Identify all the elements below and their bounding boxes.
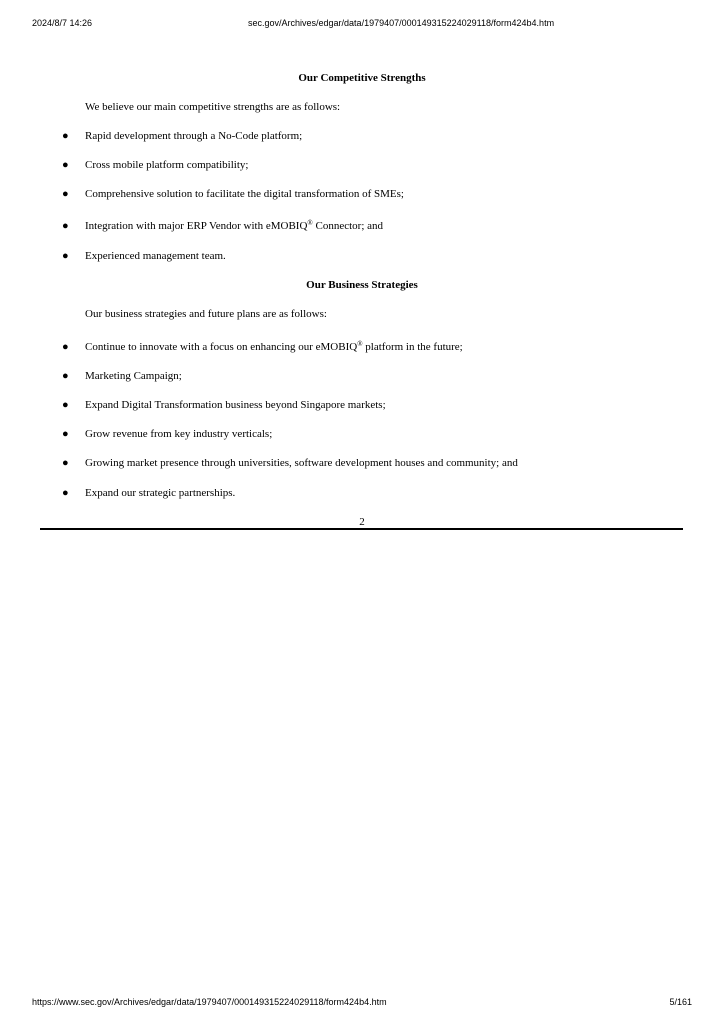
print-footer: [0, 996, 724, 1010]
text-segment: Connector; and: [312, 220, 384, 232]
business-strategies-intro: Our business strategies and future plans are as follows:: [85, 308, 327, 320]
list-item: [0, 427, 724, 441]
list-item: [0, 340, 724, 354]
page-number: 2: [359, 516, 365, 528]
bullet-icon: ●: [62, 188, 69, 200]
list-item: [0, 219, 724, 233]
list-item-text: [85, 340, 463, 354]
competitive-strengths-heading: Our Competitive Strengths: [298, 72, 426, 84]
list-item-text: [85, 219, 383, 233]
list-item-text: Growing market presence through universities, software development houses and community; and: [85, 457, 518, 469]
bullet-icon: ●: [62, 130, 69, 142]
list-item-text: Expand our strategic partnerships.: [85, 487, 236, 499]
bullet-icon: ●: [62, 487, 69, 499]
bullet-icon: ●: [62, 370, 69, 382]
list-item-text: Rapid development through a No-Code platform;: [85, 130, 303, 142]
print-datetime: 2024/8/7 14:26: [32, 18, 93, 28]
list-item: [0, 398, 724, 412]
competitive-strengths-intro: We believe our main competitive strengths are as follows:: [85, 101, 341, 113]
list-item-text: Cross mobile platform compatibility;: [85, 159, 249, 171]
bullet-icon: ●: [62, 457, 69, 469]
list-item: [0, 486, 724, 500]
bullet-icon: ●: [62, 341, 69, 353]
text-segment: platform in the future;: [362, 341, 463, 353]
bullet-icon: ●: [62, 220, 69, 232]
bullet-icon: ●: [62, 428, 69, 440]
list-item: [0, 187, 724, 201]
registered-mark: ®: [357, 340, 363, 348]
bullet-icon: ●: [62, 250, 69, 262]
bullet-icon: ●: [62, 159, 69, 171]
registered-mark: ®: [307, 219, 313, 227]
list-item-text: Experienced management team.: [85, 250, 226, 262]
list-item-text: Expand Digital Transformation business beyond Singapore markets;: [85, 399, 386, 411]
list-item: [0, 456, 724, 470]
business-strategies-heading: Our Business Strategies: [306, 279, 418, 291]
list-item: [0, 158, 724, 172]
list-item-text: Grow revenue from key industry verticals;: [85, 428, 273, 440]
list-item-text: Comprehensive solution to facilitate the digital transformation of SMEs;: [85, 188, 404, 200]
list-item: [0, 129, 724, 143]
list-item: [0, 369, 724, 383]
list-item: [0, 249, 724, 263]
print-page-count: 5/161: [669, 997, 692, 1007]
list-item-text: Marketing Campaign;: [85, 370, 182, 382]
text-segment: Integration with major ERP Vendor with eMOBIQ: [85, 220, 308, 232]
text-segment: Continue to innovate with a focus on enhancing our eMOBIQ: [85, 341, 358, 353]
bullet-icon: ●: [62, 399, 69, 411]
print-header: [0, 17, 724, 31]
print-footer-url: https://www.sec.gov/Archives/edgar/data/1979407/000149315224029118/form424b4.htm: [32, 997, 387, 1007]
page-divider: [40, 528, 683, 530]
print-header-url: sec.gov/Archives/edgar/data/1979407/000149315224029118/form424b4.htm: [248, 18, 555, 28]
